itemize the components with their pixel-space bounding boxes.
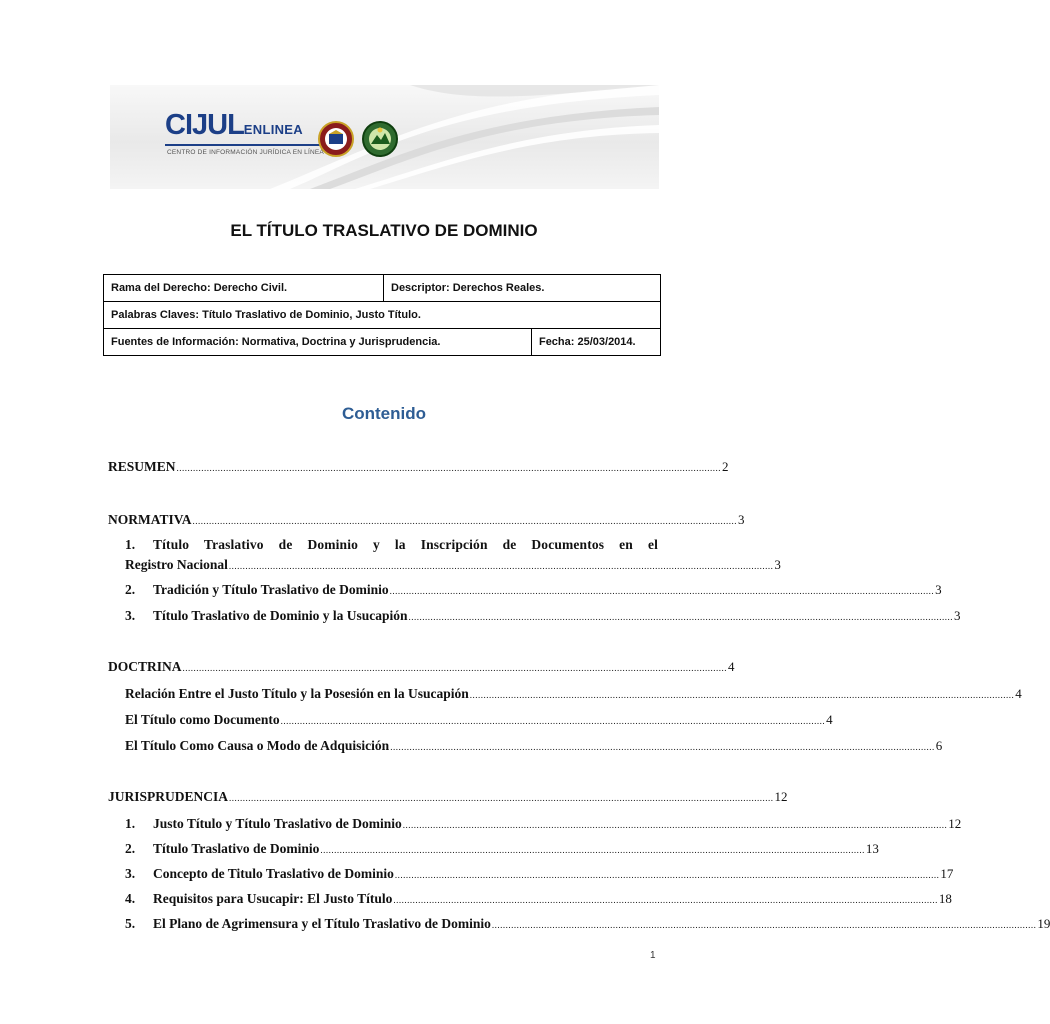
toc-label: Justo Título y Título Traslativo de Dominio xyxy=(153,816,402,831)
toc-page: 17 xyxy=(940,866,954,881)
toc-entry-normativa-3[interactable] xyxy=(125,608,961,624)
contents-heading: Contenido xyxy=(341,404,427,423)
toc-leader: ...................................................................................................................................................................................................... xyxy=(320,845,865,855)
keywords-cell: Palabras Claves: Título Traslativo de Dominio, Justo Título. xyxy=(104,302,661,329)
logo-main-text: CIJUL xyxy=(165,109,244,141)
toc-entry-jurisprudencia-3[interactable] xyxy=(125,866,954,882)
toc-number: 3. xyxy=(125,866,136,881)
toc-page: 13 xyxy=(865,841,879,856)
toc-entry-resumen[interactable] xyxy=(108,459,729,475)
university-seal-icon xyxy=(318,119,354,159)
toc-entry-jurisprudencia-5[interactable] xyxy=(125,916,1050,932)
toc-page: 19 xyxy=(1037,916,1050,931)
header-banner xyxy=(110,85,659,189)
toc-leader: ...................................................................................................................................................................................................... xyxy=(280,716,826,726)
toc-entry-jurisprudencia-4[interactable] xyxy=(125,891,952,907)
table-row xyxy=(104,329,661,356)
toc-label: Relación Entre el Justo Título y la Posesión en la Usucapión xyxy=(125,686,469,701)
toc-leader: ...................................................................................................................................................................................................... xyxy=(176,463,722,473)
toc-page: 4 xyxy=(728,659,735,674)
document-title: EL TÍTULO TRASLATIVO DE DOMINIO xyxy=(230,221,538,240)
toc-leader: ...................................................................................................................................................................................................... xyxy=(408,612,954,622)
toc-entry-normativa-2[interactable] xyxy=(125,582,942,598)
toc-label: El Plano de Agrimensura y el Título Traslativo de Dominio xyxy=(153,916,491,931)
toc-entry-doctrina-2[interactable] xyxy=(125,712,833,728)
toc-label: Título Traslativo de Dominio y la Inscripción de Documentos en el xyxy=(153,537,658,552)
descriptor-cell: Descriptor: Derechos Reales. xyxy=(384,275,661,302)
toc-page: 18 xyxy=(938,891,952,906)
toc-label: JURISPRUDENCIA xyxy=(108,789,229,804)
toc-page: 3 xyxy=(738,512,745,527)
toc-page: 4 xyxy=(1015,686,1022,701)
toc-label: El Título Como Causa o Modo de Adquisición xyxy=(125,738,390,753)
faculty-seal-icon xyxy=(362,119,398,159)
toc-entry-normativa[interactable] xyxy=(108,512,745,528)
toc-number: 4. xyxy=(125,891,136,906)
toc-page: 2 xyxy=(722,459,729,474)
toc-label: Requisitos para Usucapir: El Justo Título xyxy=(153,891,393,906)
toc-leader: ...................................................................................................................................................................................................... xyxy=(402,820,948,830)
toc-leader: ...................................................................................................................................................................................................... xyxy=(394,870,940,880)
toc-label: Registro Nacional xyxy=(125,557,228,572)
toc-leader: ...................................................................................................................................................................................................... xyxy=(182,663,728,673)
toc-label: Título Traslativo de Dominio y la Usucapión xyxy=(153,608,408,623)
date-cell: Fecha: 25/03/2014. xyxy=(531,329,660,356)
toc-label: El Título como Documento xyxy=(125,712,280,727)
cijul-logo xyxy=(165,109,303,142)
toc-leader: ...................................................................................................................................................................................................... xyxy=(491,920,1037,930)
toc-number: 5. xyxy=(125,916,136,931)
toc-entry-jurisprudencia-1[interactable] xyxy=(125,816,962,832)
toc-page: 3 xyxy=(954,608,961,623)
toc-leader: ...................................................................................................................................................................................................... xyxy=(192,516,738,526)
toc-page: 6 xyxy=(935,738,943,753)
toc-entry-jurisprudencia-2[interactable] xyxy=(125,841,879,857)
table-row xyxy=(104,275,661,302)
info-table xyxy=(103,274,661,356)
table-row xyxy=(104,302,661,329)
toc-number: 1. xyxy=(125,816,136,831)
page-number: 1 xyxy=(650,950,656,961)
toc-number: 2. xyxy=(125,582,136,597)
logo-subtitle: CENTRO DE INFORMACIÓN JURÍDICA EN LÍNEA xyxy=(167,149,324,156)
toc-page: 3 xyxy=(935,582,942,597)
toc-leader: ...................................................................................................................................................................................................... xyxy=(393,895,938,905)
toc-label: Título Traslativo de Dominio xyxy=(153,841,320,856)
toc-label: NORMATIVA xyxy=(108,512,192,527)
rama-cell: Rama del Derecho: Derecho Civil. xyxy=(104,275,384,302)
sources-cell: Fuentes de Información: Normativa, Doctrina y Jurisprudencia. xyxy=(104,329,532,356)
toc-leader: ...................................................................................................................................................................................................... xyxy=(229,793,774,803)
toc-page: 3 xyxy=(774,557,781,572)
toc-page: 12 xyxy=(948,816,962,831)
toc-entry-doctrina[interactable] xyxy=(108,659,735,675)
toc-wrap-line xyxy=(125,537,658,553)
toc-entry-normativa-1[interactable] xyxy=(125,537,658,553)
toc-number: 3. xyxy=(125,608,136,623)
toc-entry-doctrina-3[interactable] xyxy=(125,738,943,754)
toc-leader: ...................................................................................................................................................................................................... xyxy=(390,742,935,752)
logo-underline xyxy=(165,144,335,146)
toc-entry-doctrina-1[interactable] xyxy=(125,686,1022,702)
toc-page: 4 xyxy=(826,712,833,727)
toc-leader: ...................................................................................................................................................................................................... xyxy=(389,586,935,596)
toc-page: 12 xyxy=(774,789,788,804)
toc-entry-normativa-1-cont[interactable] xyxy=(125,557,781,573)
toc-label: DOCTRINA xyxy=(108,659,182,674)
toc-number: 1. xyxy=(125,537,136,552)
toc-leader: ...................................................................................................................................................................................................... xyxy=(228,561,774,571)
toc-label: Tradición y Título Traslativo de Dominio xyxy=(153,582,389,597)
toc-entry-jurisprudencia[interactable] xyxy=(108,789,788,805)
logo-suffix-text: ENLINEA xyxy=(243,122,303,137)
toc-label: RESUMEN xyxy=(108,459,176,474)
toc-label: Concepto de Titulo Traslativo de Dominio xyxy=(153,866,394,881)
toc-leader: ...................................................................................................................................................................................................... xyxy=(469,690,1015,700)
toc-number: 2. xyxy=(125,841,136,856)
